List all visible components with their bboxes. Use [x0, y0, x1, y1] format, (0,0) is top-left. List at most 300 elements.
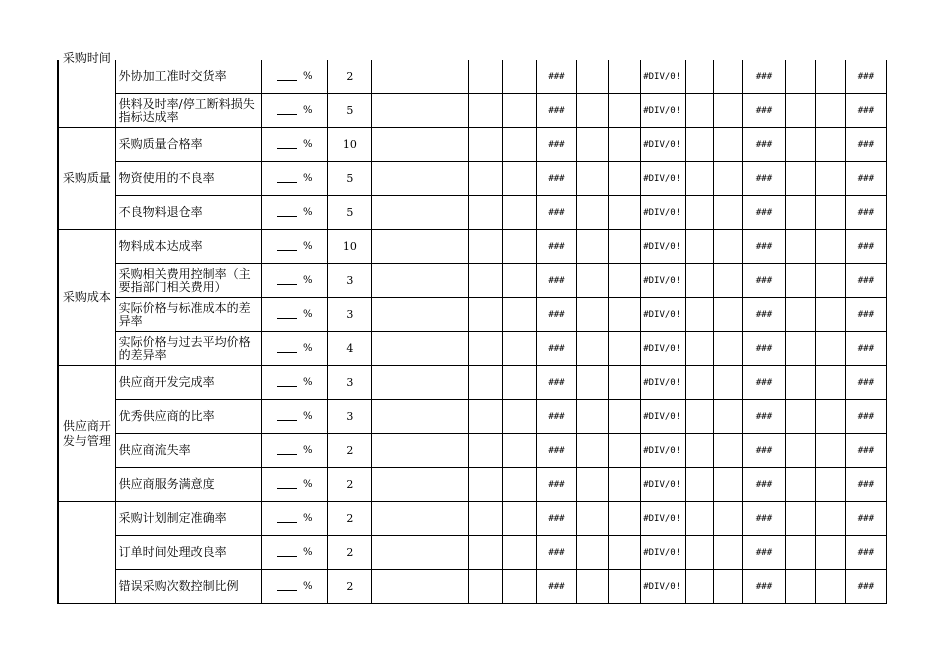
empty-cell[interactable] [714, 536, 743, 570]
empty-cell[interactable] [785, 60, 815, 94]
kpi-name-cell[interactable]: 采购计划制定准确率 [115, 502, 261, 536]
overflow-cell[interactable]: ### [845, 502, 886, 536]
overflow-cell[interactable]: ### [845, 332, 886, 366]
empty-cell[interactable] [785, 298, 815, 332]
weight-cell[interactable]: 2 [328, 60, 372, 94]
empty-cell[interactable] [502, 94, 536, 128]
empty-cell[interactable] [502, 196, 536, 230]
empty-cell[interactable] [815, 468, 845, 502]
table-row [58, 332, 887, 366]
empty-cell[interactable] [714, 94, 743, 128]
empty-cell[interactable] [468, 196, 502, 230]
empty-cell[interactable] [785, 94, 815, 128]
weight-cell[interactable]: 2 [328, 536, 372, 570]
empty-cell[interactable] [577, 230, 609, 264]
unit-symbol: % [302, 173, 313, 184]
div-error-cell[interactable]: #DIV/0! [641, 298, 686, 332]
empty-cell[interactable] [815, 502, 845, 536]
unit-symbol: % [302, 241, 313, 252]
weight-cell[interactable]: 10 [328, 230, 372, 264]
empty-cell[interactable] [785, 502, 815, 536]
overflow-cell[interactable]: ### [536, 94, 576, 128]
overflow-cell[interactable]: ### [845, 162, 886, 196]
table-row [58, 434, 887, 468]
empty-cell[interactable] [686, 264, 714, 298]
empty-cell[interactable] [785, 468, 815, 502]
empty-cell[interactable] [609, 60, 641, 94]
overflow-cell[interactable]: ### [536, 128, 576, 162]
empty-cell[interactable] [577, 264, 609, 298]
unit-symbol: % [302, 377, 313, 388]
kpi-name-cell[interactable]: 采购质量合格率 [115, 128, 261, 162]
empty-cell[interactable] [609, 230, 641, 264]
empty-cell[interactable] [785, 332, 815, 366]
kpi-name-cell[interactable]: 物料成本达成率 [115, 230, 261, 264]
overflow-cell[interactable]: ### [845, 230, 886, 264]
empty-cell[interactable] [609, 162, 641, 196]
empty-cell[interactable] [686, 128, 714, 162]
unit-cell[interactable] [262, 298, 328, 332]
empty-cell[interactable] [372, 400, 468, 434]
empty-cell[interactable] [714, 162, 743, 196]
overflow-cell[interactable]: ### [536, 230, 576, 264]
overflow-cell[interactable]: ### [743, 502, 785, 536]
div-error-cell[interactable]: #DIV/0! [641, 570, 686, 604]
empty-cell[interactable] [785, 366, 815, 400]
empty-cell[interactable] [686, 60, 714, 94]
empty-cell[interactable] [686, 196, 714, 230]
empty-cell[interactable] [714, 60, 743, 94]
overflow-cell[interactable]: ### [743, 570, 785, 604]
empty-cell[interactable] [468, 400, 502, 434]
empty-cell[interactable] [468, 570, 502, 604]
overflow-cell[interactable]: ### [536, 196, 576, 230]
div-error-cell[interactable]: #DIV/0! [641, 128, 686, 162]
unit-cell[interactable] [262, 128, 328, 162]
empty-cell[interactable] [686, 298, 714, 332]
empty-cell[interactable] [577, 128, 609, 162]
overflow-cell[interactable]: ### [743, 60, 785, 94]
weight-cell[interactable]: 2 [328, 570, 372, 604]
blank-underline [277, 242, 297, 251]
table-row [58, 366, 887, 400]
category-label: 采购时间 [62, 51, 111, 65]
empty-cell[interactable] [815, 128, 845, 162]
table-row [58, 536, 887, 570]
table-row [58, 128, 887, 162]
overflow-cell[interactable]: ### [536, 468, 576, 502]
overflow-cell[interactable]: ### [743, 400, 785, 434]
empty-cell[interactable] [815, 264, 845, 298]
overflow-cell[interactable]: ### [743, 230, 785, 264]
empty-cell[interactable] [502, 162, 536, 196]
empty-cell[interactable] [714, 230, 743, 264]
empty-cell[interactable] [372, 264, 468, 298]
kpi-name-cell[interactable]: 采购相关费用控制率（主要指部门相关费用） [115, 264, 261, 298]
empty-cell[interactable] [609, 366, 641, 400]
kpi-name-cell[interactable]: 订单时间处理改良率 [115, 536, 261, 570]
empty-cell[interactable] [609, 502, 641, 536]
empty-cell[interactable] [714, 196, 743, 230]
div-error-cell[interactable]: #DIV/0! [641, 502, 686, 536]
unit-cell[interactable] [262, 570, 328, 604]
blank-underline [277, 140, 297, 149]
weight-cell[interactable]: 4 [328, 332, 372, 366]
overflow-cell[interactable]: ### [845, 298, 886, 332]
unit-cell[interactable] [262, 468, 328, 502]
overflow-cell[interactable]: ### [845, 536, 886, 570]
unit-cell[interactable] [262, 230, 328, 264]
empty-cell[interactable] [577, 468, 609, 502]
empty-cell[interactable] [686, 366, 714, 400]
weight-cell[interactable]: 3 [328, 298, 372, 332]
empty-cell[interactable] [609, 332, 641, 366]
overflow-cell[interactable]: ### [845, 366, 886, 400]
kpi-name-cell[interactable]: 供应商流失率 [115, 434, 261, 468]
unit-symbol: % [302, 411, 313, 422]
empty-cell[interactable] [372, 128, 468, 162]
empty-cell[interactable] [785, 434, 815, 468]
weight-cell[interactable]: 2 [328, 468, 372, 502]
unit-symbol: % [302, 139, 313, 150]
div-error-cell[interactable]: #DIV/0! [641, 434, 686, 468]
weight-cell[interactable]: 2 [328, 502, 372, 536]
overflow-cell[interactable]: ### [536, 536, 576, 570]
empty-cell[interactable] [815, 536, 845, 570]
empty-cell[interactable] [372, 366, 468, 400]
category-cell [58, 128, 115, 230]
overflow-cell[interactable]: ### [536, 570, 576, 604]
kpi-name-cell[interactable]: 供应商服务满意度 [115, 468, 261, 502]
empty-cell[interactable] [577, 60, 609, 94]
unit-cell[interactable] [262, 196, 328, 230]
overflow-cell[interactable]: ### [536, 60, 576, 94]
overflow-cell[interactable]: ### [743, 332, 785, 366]
empty-cell[interactable] [815, 162, 845, 196]
div-error-cell[interactable]: #DIV/0! [641, 400, 686, 434]
empty-cell[interactable] [468, 536, 502, 570]
empty-cell[interactable] [785, 264, 815, 298]
empty-cell[interactable] [502, 468, 536, 502]
overflow-cell[interactable]: ### [536, 162, 576, 196]
empty-cell[interactable] [577, 94, 609, 128]
empty-cell[interactable] [468, 502, 502, 536]
empty-cell[interactable] [468, 332, 502, 366]
empty-cell[interactable] [686, 332, 714, 366]
overflow-cell[interactable]: ### [845, 434, 886, 468]
empty-cell[interactable] [714, 570, 743, 604]
empty-cell[interactable] [372, 570, 468, 604]
table-row [58, 94, 887, 128]
overflow-cell[interactable]: ### [536, 332, 576, 366]
empty-cell[interactable] [372, 332, 468, 366]
empty-cell[interactable] [714, 468, 743, 502]
empty-cell[interactable] [714, 264, 743, 298]
div-error-cell[interactable]: #DIV/0! [641, 94, 686, 128]
empty-cell[interactable] [714, 332, 743, 366]
unit-cell[interactable] [262, 366, 328, 400]
table-row [58, 570, 887, 604]
overflow-cell[interactable]: ### [536, 434, 576, 468]
empty-cell[interactable] [577, 570, 609, 604]
unit-symbol: % [302, 479, 313, 490]
category-label: 采购成本 [62, 290, 111, 304]
div-error-cell[interactable]: #DIV/0! [641, 536, 686, 570]
category-cell [58, 51, 115, 128]
unit-cell[interactable] [262, 162, 328, 196]
empty-cell[interactable] [468, 468, 502, 502]
empty-cell[interactable] [372, 94, 468, 128]
empty-cell[interactable] [502, 298, 536, 332]
div-error-cell[interactable]: #DIV/0! [641, 332, 686, 366]
empty-cell[interactable] [686, 536, 714, 570]
overflow-cell[interactable]: ### [743, 128, 785, 162]
div-error-cell[interactable]: #DIV/0! [641, 196, 686, 230]
empty-cell[interactable] [815, 366, 845, 400]
unit-cell[interactable] [262, 264, 328, 298]
unit-symbol: % [302, 105, 313, 116]
overflow-cell[interactable]: ### [845, 94, 886, 128]
empty-cell[interactable] [502, 536, 536, 570]
empty-cell[interactable] [468, 94, 502, 128]
category-cell [58, 366, 115, 502]
empty-cell[interactable] [815, 332, 845, 366]
unit-cell[interactable] [262, 502, 328, 536]
table-row [58, 400, 887, 434]
empty-cell[interactable] [372, 502, 468, 536]
overflow-cell[interactable]: ### [743, 162, 785, 196]
empty-cell[interactable] [577, 366, 609, 400]
empty-cell[interactable] [686, 400, 714, 434]
empty-cell[interactable] [468, 366, 502, 400]
weight-cell[interactable]: 3 [328, 366, 372, 400]
table-row [58, 230, 887, 264]
empty-cell[interactable] [502, 366, 536, 400]
empty-cell[interactable] [502, 264, 536, 298]
empty-cell[interactable] [372, 196, 468, 230]
empty-cell[interactable] [785, 230, 815, 264]
kpi-table [57, 51, 887, 604]
overflow-cell[interactable]: ### [743, 264, 785, 298]
table-row [58, 196, 887, 230]
unit-cell[interactable] [262, 536, 328, 570]
overflow-cell[interactable]: ### [536, 400, 576, 434]
empty-cell[interactable] [372, 162, 468, 196]
empty-cell[interactable] [577, 196, 609, 230]
overflow-cell[interactable]: ### [845, 468, 886, 502]
blank-underline [277, 174, 297, 183]
unit-cell[interactable] [262, 434, 328, 468]
weight-cell[interactable]: 10 [328, 128, 372, 162]
overflow-cell[interactable]: ### [536, 502, 576, 536]
overflow-cell[interactable]: ### [743, 468, 785, 502]
weight-cell[interactable]: 3 [328, 400, 372, 434]
kpi-name-cell[interactable]: 供应商开发完成率 [115, 366, 261, 400]
empty-cell[interactable] [815, 196, 845, 230]
blank-underline [277, 446, 297, 455]
overflow-cell[interactable]: ### [845, 196, 886, 230]
empty-cell[interactable] [502, 434, 536, 468]
empty-cell[interactable] [686, 230, 714, 264]
div-error-cell[interactable]: #DIV/0! [641, 366, 686, 400]
empty-cell[interactable] [502, 128, 536, 162]
empty-cell[interactable] [785, 196, 815, 230]
weight-cell[interactable]: 2 [328, 434, 372, 468]
empty-cell[interactable] [577, 434, 609, 468]
blank-underline [277, 412, 297, 421]
empty-cell[interactable] [468, 162, 502, 196]
empty-cell[interactable] [815, 400, 845, 434]
empty-cell[interactable] [502, 502, 536, 536]
kpi-name-cell[interactable]: 供料及时率/停工断料损失指标达成率 [115, 94, 261, 128]
overflow-cell[interactable]: ### [536, 366, 576, 400]
empty-cell[interactable] [714, 502, 743, 536]
empty-cell[interactable] [468, 434, 502, 468]
empty-cell[interactable] [714, 366, 743, 400]
unit-cell[interactable] [262, 94, 328, 128]
unit-symbol: % [302, 513, 313, 524]
overflow-cell[interactable]: ### [845, 60, 886, 94]
empty-cell[interactable] [609, 196, 641, 230]
empty-cell[interactable] [714, 400, 743, 434]
unit-cell[interactable] [262, 400, 328, 434]
empty-cell[interactable] [686, 570, 714, 604]
kpi-name-cell[interactable]: 外协加工准时交货率 [115, 60, 261, 94]
unit-symbol: % [302, 309, 313, 320]
unit-symbol: % [302, 581, 313, 592]
empty-cell[interactable] [577, 536, 609, 570]
div-error-cell[interactable]: #DIV/0! [641, 162, 686, 196]
empty-cell[interactable] [372, 468, 468, 502]
overflow-cell[interactable]: ### [743, 536, 785, 570]
blank-underline [277, 514, 297, 523]
overflow-cell[interactable]: ### [743, 434, 785, 468]
category-label: 采购质量 [62, 171, 111, 185]
empty-cell[interactable] [785, 570, 815, 604]
kpi-name-cell[interactable]: 优秀供应商的比率 [115, 400, 261, 434]
overflow-cell[interactable]: ### [536, 298, 576, 332]
empty-cell[interactable] [609, 298, 641, 332]
empty-cell[interactable] [686, 94, 714, 128]
empty-cell[interactable] [502, 332, 536, 366]
kpi-name-cell[interactable]: 不良物料退仓率 [115, 196, 261, 230]
empty-cell[interactable] [609, 94, 641, 128]
empty-cell[interactable] [372, 536, 468, 570]
weight-cell[interactable]: 5 [328, 196, 372, 230]
empty-cell[interactable] [577, 332, 609, 366]
blank-underline [277, 582, 297, 591]
empty-cell[interactable] [686, 162, 714, 196]
empty-cell[interactable] [686, 502, 714, 536]
empty-cell[interactable] [815, 94, 845, 128]
unit-symbol: % [302, 445, 313, 456]
empty-cell[interactable] [577, 162, 609, 196]
overflow-cell[interactable]: ### [845, 128, 886, 162]
overflow-cell[interactable]: ### [536, 264, 576, 298]
empty-cell[interactable] [468, 264, 502, 298]
empty-cell[interactable] [468, 230, 502, 264]
blank-underline [277, 378, 297, 387]
empty-cell[interactable] [609, 264, 641, 298]
blank-underline [277, 310, 297, 319]
empty-cell[interactable] [686, 434, 714, 468]
empty-cell[interactable] [785, 128, 815, 162]
overflow-cell[interactable]: ### [845, 264, 886, 298]
empty-cell[interactable] [686, 468, 714, 502]
empty-cell[interactable] [502, 60, 536, 94]
kpi-name-cell[interactable]: 实际价格与标准成本的差异率 [115, 298, 261, 332]
empty-cell[interactable] [815, 298, 845, 332]
empty-cell[interactable] [785, 536, 815, 570]
empty-cell[interactable] [815, 60, 845, 94]
empty-cell[interactable] [609, 536, 641, 570]
empty-cell[interactable] [372, 230, 468, 264]
empty-cell[interactable] [502, 230, 536, 264]
div-error-cell[interactable]: #DIV/0! [641, 468, 686, 502]
empty-cell[interactable] [815, 434, 845, 468]
empty-cell[interactable] [502, 400, 536, 434]
unit-cell[interactable] [262, 60, 328, 94]
blank-underline [277, 344, 297, 353]
empty-cell[interactable] [609, 468, 641, 502]
overflow-cell[interactable]: ### [845, 570, 886, 604]
category-cell [58, 230, 115, 366]
overflow-cell[interactable]: ### [743, 94, 785, 128]
empty-cell[interactable] [785, 162, 815, 196]
empty-cell[interactable] [714, 298, 743, 332]
empty-cell[interactable] [372, 434, 468, 468]
weight-cell[interactable]: 3 [328, 264, 372, 298]
empty-cell[interactable] [468, 298, 502, 332]
empty-cell[interactable] [577, 502, 609, 536]
empty-cell[interactable] [609, 570, 641, 604]
empty-cell[interactable] [609, 128, 641, 162]
blank-underline [277, 208, 297, 217]
div-error-cell[interactable]: #DIV/0! [641, 230, 686, 264]
table-row [58, 162, 887, 196]
empty-cell[interactable] [609, 400, 641, 434]
empty-cell[interactable] [815, 230, 845, 264]
table-row [58, 468, 887, 502]
empty-cell[interactable] [577, 400, 609, 434]
weight-cell[interactable]: 5 [328, 162, 372, 196]
empty-cell[interactable] [714, 434, 743, 468]
empty-cell[interactable] [468, 60, 502, 94]
weight-cell[interactable]: 5 [328, 94, 372, 128]
empty-cell[interactable] [785, 400, 815, 434]
blank-underline [277, 548, 297, 557]
empty-cell[interactable] [372, 60, 468, 94]
empty-cell[interactable] [714, 128, 743, 162]
empty-cell[interactable] [372, 298, 468, 332]
kpi-name-cell[interactable]: 错误采购次数控制比例 [115, 570, 261, 604]
overflow-cell[interactable]: ### [743, 196, 785, 230]
empty-cell[interactable] [609, 434, 641, 468]
unit-cell[interactable] [262, 332, 328, 366]
overflow-cell[interactable]: ### [845, 400, 886, 434]
empty-cell[interactable] [577, 298, 609, 332]
overflow-cell[interactable]: ### [743, 298, 785, 332]
overflow-cell[interactable]: ### [743, 366, 785, 400]
empty-cell[interactable] [468, 128, 502, 162]
div-error-cell[interactable]: #DIV/0! [641, 60, 686, 94]
empty-cell[interactable] [502, 570, 536, 604]
category-cell [58, 502, 115, 604]
div-error-cell[interactable]: #DIV/0! [641, 264, 686, 298]
kpi-name-cell[interactable]: 实际价格与过去平均价格的差异率 [115, 332, 261, 366]
kpi-name-cell[interactable]: 物资使用的不良率 [115, 162, 261, 196]
empty-cell[interactable] [815, 570, 845, 604]
